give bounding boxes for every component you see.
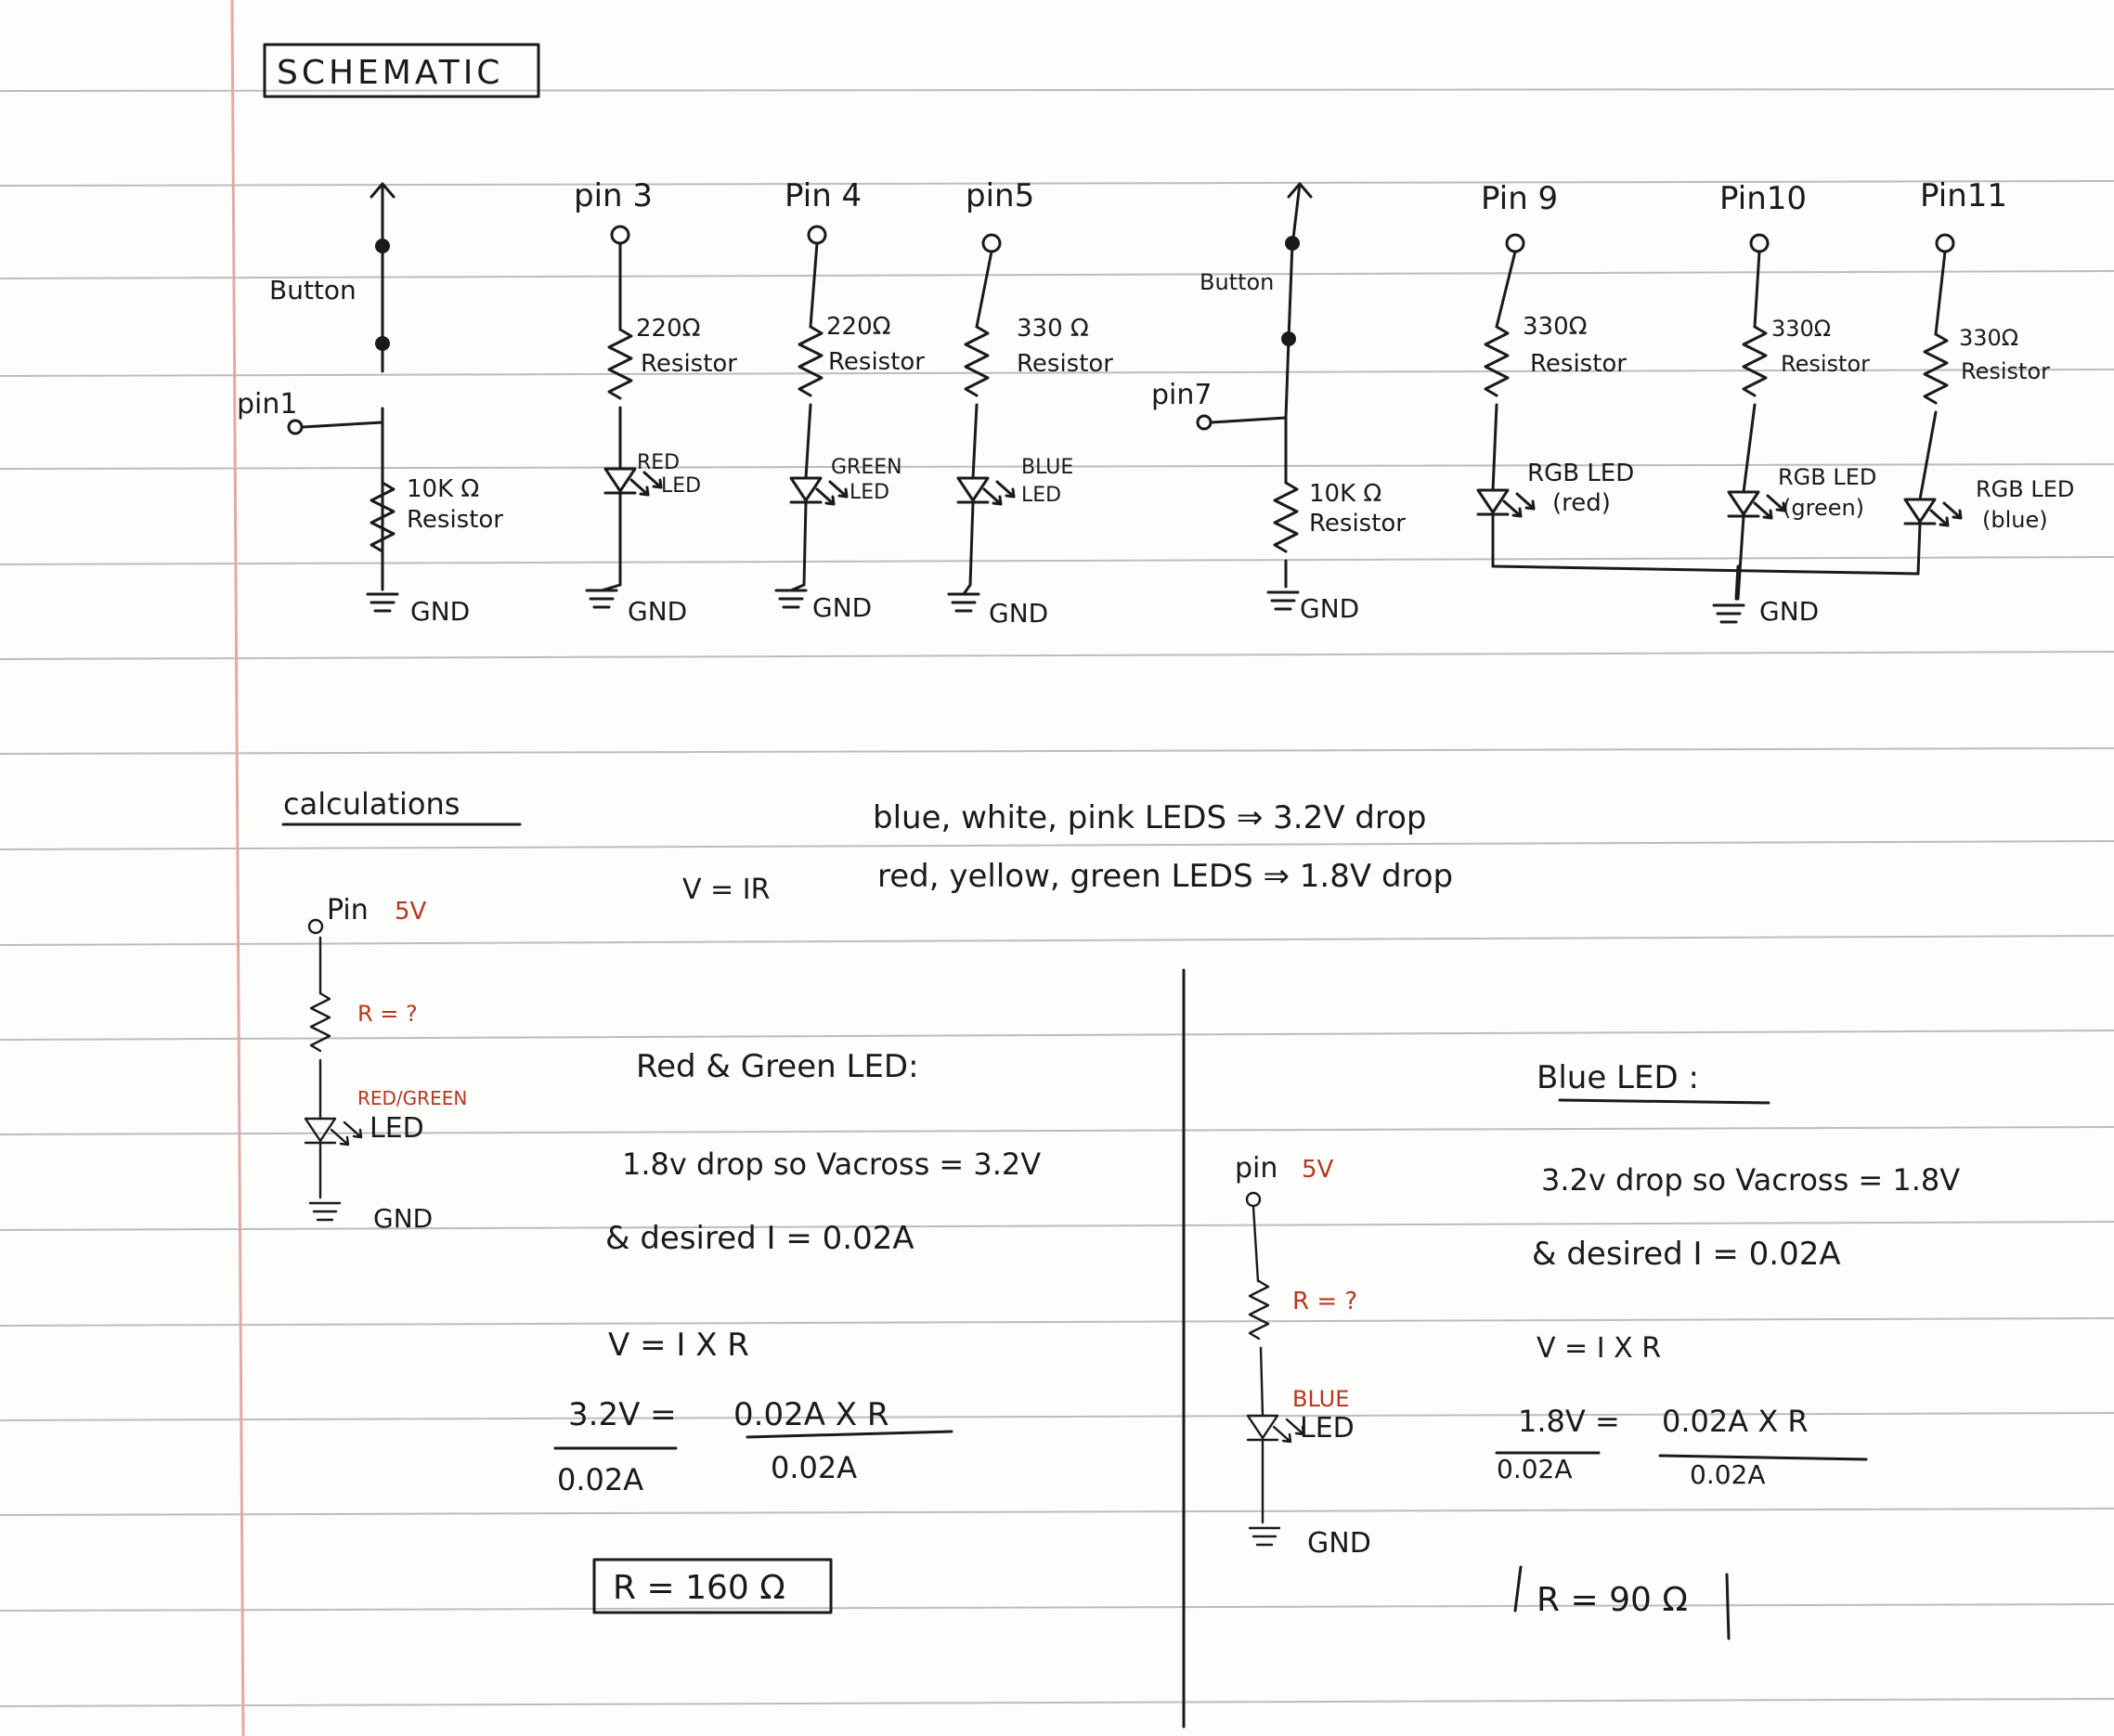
pin-terminal <box>309 920 322 933</box>
eq-right-denominator: 0.02A <box>771 1450 858 1485</box>
led-circuit-pin4 <box>776 177 925 623</box>
pin-terminal <box>1751 235 1768 252</box>
led-label: RGB LED <box>1976 476 2075 502</box>
pin-terminal <box>612 227 629 243</box>
margin-line <box>232 0 243 1736</box>
eq-left-numerator: 1.8V = <box>1518 1404 1620 1439</box>
pin1-label: pin1 <box>237 388 298 421</box>
blue-circuit-diagram <box>1235 1152 1371 1560</box>
gnd-label: GND <box>1307 1527 1371 1560</box>
blue-formula: V = I X R <box>1537 1332 1662 1365</box>
red-green-result: R = 160 Ω <box>613 1569 785 1607</box>
title-text: SCHEMATIC <box>277 54 504 92</box>
resistor-word: Resistor <box>641 350 737 378</box>
pin7-label: pin7 <box>1151 379 1213 411</box>
blue-heading: Blue LED : <box>1537 1059 1699 1096</box>
button-label-2: Button <box>1200 269 1275 295</box>
gnd-label: GND <box>373 1203 434 1234</box>
led-color-label: (blue) <box>1982 507 2048 533</box>
red-green-line1: 1.8v drop so Vacross = 3.2V <box>622 1147 1042 1182</box>
resistor-word: Resistor <box>407 506 503 534</box>
resistor-word: Resistor <box>1781 351 1870 377</box>
led-color-label: (red) <box>1552 489 1611 517</box>
rgb-circuit-pin10 <box>1719 180 1876 599</box>
pin5-label: pin5 <box>966 177 1035 214</box>
gnd-label: GND <box>410 596 471 627</box>
red-green-line2: & desired I = 0.02A <box>605 1220 914 1257</box>
led-word-label: LED <box>849 481 890 504</box>
resistor-word: Resistor <box>1017 350 1113 378</box>
resistor-label: R = ? <box>357 1001 418 1027</box>
led-color-label: BLUE <box>1021 456 1074 479</box>
pin-terminal <box>809 227 825 243</box>
led-word-label: LED <box>1021 484 1062 507</box>
pin-terminal <box>1937 235 1953 252</box>
resistor-value: 330Ω <box>1771 316 1832 342</box>
resistor-label: R = ? <box>1292 1288 1358 1315</box>
resistor-value: 220Ω <box>636 315 701 343</box>
pin3-label: pin 3 <box>574 177 654 214</box>
button-circuit-1 <box>237 184 503 627</box>
pin-terminal <box>1247 1193 1260 1206</box>
led-color-label: (green) <box>1783 495 1865 521</box>
eq-right-denominator: 0.02A <box>1690 1459 1766 1490</box>
blue-line2: & desired I = 0.02A <box>1532 1236 1841 1273</box>
led-word-label: LED <box>661 474 702 498</box>
led-label: RGB LED <box>1778 464 1877 490</box>
pin4-label: Pin 4 <box>785 177 862 214</box>
blue-calculation <box>1497 1059 1960 1639</box>
gnd-label: GND <box>1300 593 1360 624</box>
led-circuit-pin3 <box>574 177 737 627</box>
pin-label: Pin <box>327 894 369 926</box>
red-green-formula: V = I X R <box>608 1327 749 1364</box>
eq-left-denominator: 0.02A <box>1497 1454 1573 1484</box>
gnd-label: GND <box>628 596 688 627</box>
pin-terminal <box>983 235 1000 252</box>
red-green-circuit-diagram <box>305 894 467 1234</box>
gnd-label: GND <box>812 592 873 623</box>
pin-label: pin <box>1235 1152 1278 1185</box>
pin-terminal <box>289 421 302 434</box>
drop-line-2: red, yellow, green LEDS ⇒ 1.8V drop <box>877 858 1454 895</box>
led-label: LED <box>370 1112 424 1145</box>
drop-line-1: blue, white, pink LEDS ⇒ 3.2V drop <box>873 799 1427 836</box>
eq-left-numerator: 3.2V = <box>568 1396 677 1433</box>
red-green-heading: Red & Green LED: <box>636 1048 919 1085</box>
led-color-label: RED <box>637 451 681 474</box>
pin9-label: Pin 9 <box>1481 180 1559 217</box>
led-label: LED <box>1300 1412 1355 1445</box>
resistor-word: Resistor <box>1961 358 2050 384</box>
resistor-word: Resistor <box>1309 510 1406 538</box>
resistor-value: 330Ω <box>1523 313 1588 341</box>
pin-voltage: 5V <box>1302 1156 1334 1184</box>
gnd-label: GND <box>989 598 1049 628</box>
blue-line1: 3.2v drop so Vacross = 1.8V <box>1541 1162 1961 1198</box>
gnd-label: GND <box>1759 596 1820 627</box>
pin-terminal <box>1198 416 1211 429</box>
led-color-label: RED/GREEN <box>357 1087 468 1109</box>
resistor-value: 10K Ω <box>407 475 480 503</box>
pin-terminal <box>1507 235 1524 252</box>
button-circuit-2 <box>1151 184 1406 624</box>
resistor-value: 10K Ω <box>1309 480 1382 508</box>
button-label-1: Button <box>269 275 357 305</box>
resistor-value: 220Ω <box>826 313 891 341</box>
resistor-value: 330 Ω <box>1017 315 1089 343</box>
pin11-label: Pin11 <box>1920 177 2008 214</box>
rgb-circuit-pin9 <box>1478 180 1634 566</box>
pin10-label: Pin10 <box>1719 180 1808 217</box>
eq-right-numerator: 0.02A X R <box>733 1396 889 1433</box>
led-color-label: GREEN <box>831 456 902 479</box>
title-box <box>265 45 538 97</box>
resistor-value: 330Ω <box>1959 325 2019 351</box>
resistor-word: Resistor <box>828 348 925 376</box>
rgb-common-ground <box>1493 516 1918 627</box>
led-color-label: BLUE <box>1292 1386 1350 1412</box>
eq-right-numerator: 0.02A X R <box>1662 1404 1809 1439</box>
rgb-circuit-pin11 <box>1905 177 2074 574</box>
blue-result: R = 90 Ω <box>1537 1581 1688 1619</box>
eq-left-denominator: 0.02A <box>557 1462 644 1497</box>
calculations-heading: calculations <box>283 786 460 822</box>
led-label: RGB LED <box>1527 460 1635 487</box>
ohms-law: V = IR <box>682 874 771 906</box>
pin-voltage: 5V <box>395 898 427 926</box>
resistor-word: Resistor <box>1530 350 1627 378</box>
